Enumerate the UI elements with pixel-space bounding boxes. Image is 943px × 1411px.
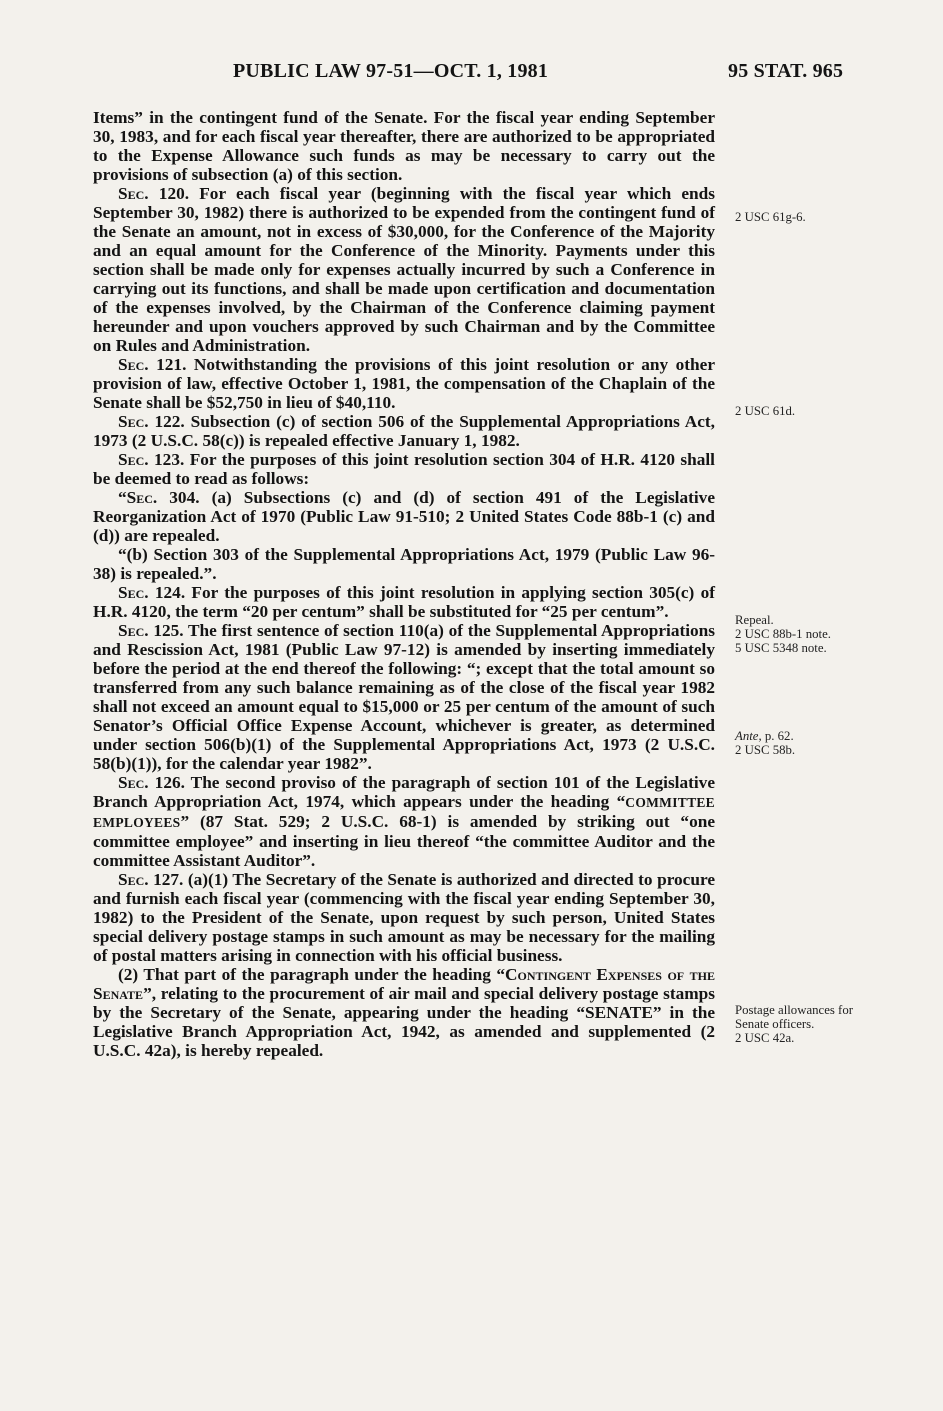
section-124: Sec. 124. For the purposes of this joint resolution in applying section 305(c) of H.R. 4120, the term “20 per centum” shall be substituted for “25 per centum”. (93, 583, 715, 621)
paragraph-items-continuation: Items” in the contingent fund of the Senate. For the fiscal year ending September 30, 1983, and for each fiscal year thereafter, there are authorized to be appropriated to the Expense Allowance such funds as may be necessary to carry out the provisions of subsection (a) of this section. (93, 108, 715, 184)
section-127-a1: Sec. 127. (a)(1) The Secretary of the Senate is authorized and directed to procure and furnish each fiscal year (commencing with the fiscal year ending September 30, 1982) to the President of the Senate, upon request by such person, United States special delivery postage stamps in such amount as may be necessary for the mailing of postal matters arising in connection with his official business. (93, 870, 715, 965)
section-122: Sec. 122. Subsection (c) of section 506 of the Supplemental Appropriations Act, 1973 (2 U.S.C. 58(c)) is repealed effective January 1, 1982. (93, 412, 715, 450)
section-125: Sec. 125. The first sentence of section 110(a) of the Supplemental Appropriations and Rescission Act, 1981 (Public Law 97-12) is amended by inserting immediately before the period at the end thereof the following: “; except that the total amount so transferred from any such balance remaining as of the close of the fiscal year 1982 shall not exceed an amount equal to $15,000 or 25 per centum of the amount of such Senator’s Official Office Expense Account, whichever is greater, as determined under section 506(b)(1) of the Supplemental Appropriations Act, 1973 (2 U.S.C. 58(b)(1)), for the calendar year 1982”. (93, 621, 715, 773)
margin-note-repeal: Repeal. 2 USC 88b-1 note. 5 USC 5348 note. (735, 613, 831, 655)
running-title: PUBLIC LAW 97-51—OCT. 1, 1981 (233, 60, 549, 82)
section-120: Sec. 120. For each fiscal year (beginning with the fiscal year which ends September 30, 1982) there is authorized to be expended from the contingent fund of the Senate an amount, not in excess of $30,000, for the Conference of the Majority and an equal amount for the Conference of the Minority. Payments under this section shall be made only for expenses actually incurred by such a Conference in carrying out its functions, and shall be made upon certification and documentation of the expenses involved, by the Chairman of the Conference claiming payment hereunder and upon vouchers approved by such Chairman and by the Committee on Rules and Administration. (93, 184, 715, 355)
section-304-b: “(b) Section 303 of the Supplemental Appropriations Act, 1979 (Public Law 96-38) is repealed.”. (93, 545, 715, 583)
margin-note-sec121: 2 USC 61d. (735, 404, 796, 418)
section-126: Sec. 126. The second proviso of the paragraph of section 101 of the Legislative Branch Appropriation Act, 1974, which appears under the heading “COMMITTEE EMPLOYEES” (87 Stat. 529; 2 U.S.C. 68-1) is amended by striking out “one committee employee” and inserting in lieu thereof “the committee Auditor and the committee Assistant Auditor”. (93, 773, 715, 870)
section-121: Sec. 121. Notwithstanding the provisions of this joint resolution or any other provision of law, effective October 1, 1981, the compensation of the Chaplain of the Senate shall be $52,750 in lieu of $40,110. (93, 355, 715, 412)
section-123: Sec. 123. For the purposes of this joint resolution section 304 of H.R. 4120 shall be deemed to read as follows: (93, 450, 715, 488)
page-header (0, 52, 943, 88)
law-text (93, 108, 715, 1060)
section-304-a: “Sec. 304. (a) Subsections (c) and (d) of section 491 of the Legislative Reorganization Act of 1970 (Public Law 91-510; 2 United States Code 88b-1 (c) and (d)) are repealed. (93, 488, 715, 545)
statute-page-number: 95 STAT. 965 (728, 60, 844, 82)
section-127-a2: (2) That part of the paragraph under the heading “Contingent Expenses of the Senate”, relating to the procurement of air mail and special delivery postage stamps by the Secretary of the Senate, appearing under the heading “SENATE” in the Legislative Branch Appropriation Act, 1942, as amended and supplemented (2 U.S.C. 42a), is hereby repealed. (93, 965, 715, 1060)
margin-note-ante: Ante, p. 62. 2 USC 58b. (735, 729, 796, 757)
margin-note-sec120: 2 USC 61g-6. (735, 210, 806, 224)
margin-note-postage: Postage allowances for Senate officers. 2 USC 42a. (735, 1003, 853, 1045)
